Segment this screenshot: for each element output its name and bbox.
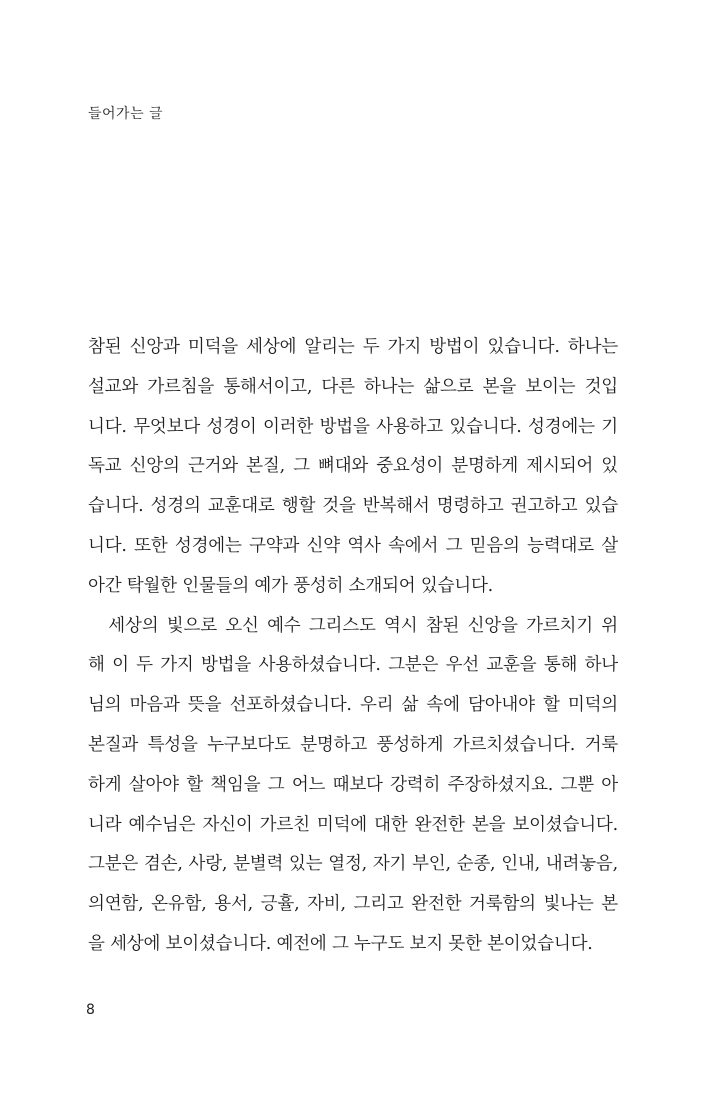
body-text [88, 328, 618, 965]
text-line: 니라 예수님은 자신이 가르친 미덕에 대한 완전한 본을 보이셨습니다. [88, 814, 618, 835]
section-title: 들어가는 글 [88, 106, 164, 122]
text-line: 님의 마음과 뜻을 선포하셨습니다. 우리 삶 속에 담아내야 할 미덕의 [88, 695, 618, 716]
text-line: 의연함, 온유함, 용서, 긍휼, 자비, 그리고 완전한 거룩함의 빛나는 본 [88, 894, 618, 915]
text-line: 아간 탁월한 인물들의 예가 풍성히 소개되어 있습니다. [88, 575, 494, 596]
text-line: 그분은 겸손, 사랑, 분별력 있는 열정, 자기 부인, 순종, 인내, 내려놓음, [88, 854, 618, 875]
text-line: 을 세상에 보이셨습니다. 예전에 그 누구도 보지 못한 본이었습니다. [88, 933, 593, 954]
page-number: 8 [86, 1002, 95, 1018]
text-line: 니다. 무엇보다 성경이 이러한 방법을 사용하고 있습니다. 성경에는 기 [88, 416, 618, 437]
text-line: 독교 신앙의 근거와 본질, 그 뼈대와 중요성이 분명하게 제시되어 있 [88, 456, 618, 477]
text-line: 본질과 특성을 누구보다도 분명하고 풍성하게 가르치셨습니다. 거룩 [88, 734, 618, 755]
text-line: 하게 살아야 할 책임을 그 어느 때보다 강력히 주장하셨지요. 그뿐 아 [88, 774, 618, 795]
text-line: 니다. 또한 성경에는 구약과 신약 역사 속에서 그 믿음의 능력대로 살 [88, 535, 618, 556]
text-line: 참된 신앙과 미덕을 세상에 알리는 두 가지 방법이 있습니다. 하나는 [88, 337, 618, 357]
text-line: 해 이 두 가지 방법을 사용하셨습니다. 그분은 우선 교훈을 통해 하나 [88, 655, 618, 676]
text-line: 설교와 가르침을 통해서이고, 다른 하나는 삶으로 본을 보이는 것입 [88, 376, 618, 397]
text-line: 세상의 빛으로 오신 예수 그리스도 역시 참된 신앙을 가르치기 위 [88, 615, 618, 636]
text-line: 습니다. 성경의 교훈대로 행할 것을 반복해서 명령하고 권고하고 있습 [88, 496, 618, 517]
